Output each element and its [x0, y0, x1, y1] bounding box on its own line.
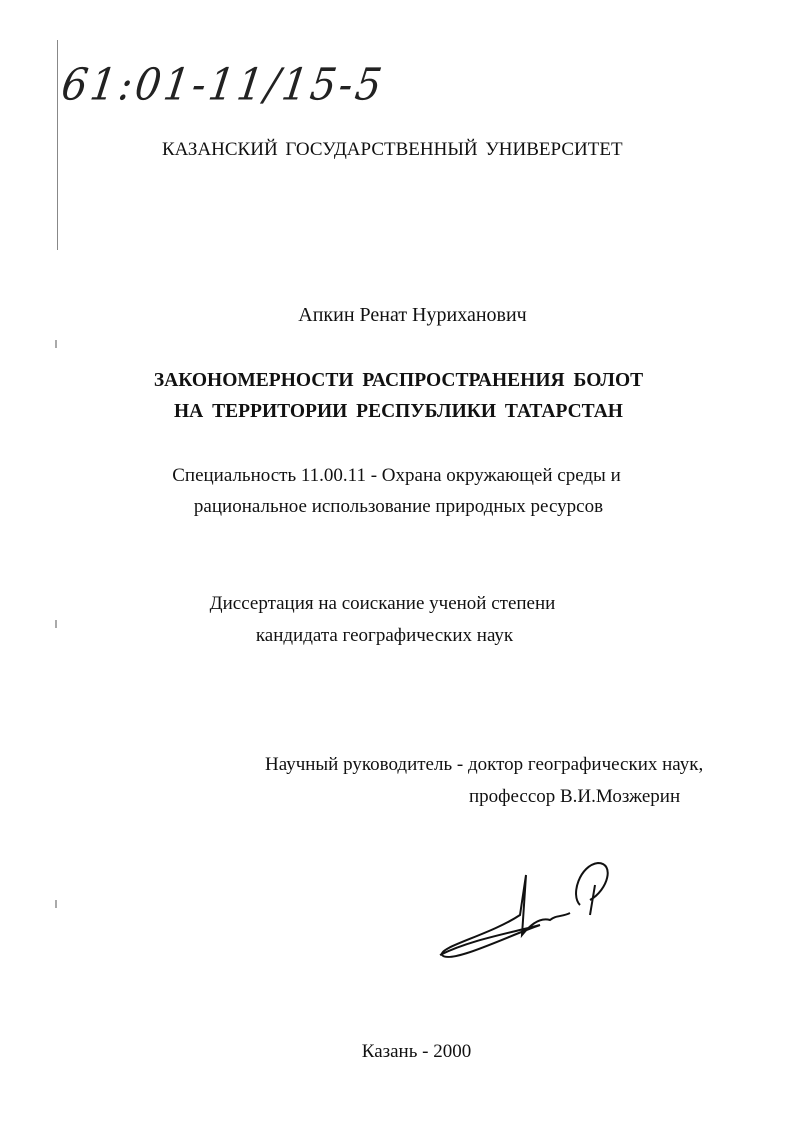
specialty-line-2: рациональное использование природных ресурсов [193, 496, 604, 517]
thesis-title-line-1: ЗАКОНОМЕРНОСТИ РАСПРОСТРАНЕНИЯ БОЛОТ [153, 370, 644, 391]
scan-mark [55, 900, 57, 908]
specialty-line-1: Специальность 11.00.11 - Охрана окружающей среды и [172, 465, 621, 486]
university-name: КАЗАНСКИЙ ГОСУДАРСТВЕННЫЙ УНИВЕРСИТЕТ [162, 139, 623, 160]
supervisor-line-2: профессор В.И.Мозжерин [469, 786, 681, 807]
supervisor-line-1: Научный руководитель - доктор географических наук, [265, 754, 704, 775]
degree-line-1: Диссертация на соискание ученой степени [209, 593, 556, 614]
scan-mark [55, 340, 57, 348]
signature [430, 855, 610, 965]
degree-line-2: кандидата географических наук [255, 625, 514, 646]
scan-margin-line [57, 40, 58, 250]
handwritten-archive-code: 61:01-11/15-5 [58, 59, 388, 111]
place-and-year: Казань - 2000 [361, 1041, 472, 1062]
thesis-title-line-2: НА ТЕРРИТОРИИ РЕСПУБЛИКИ ТАТАРСТАН [174, 401, 623, 422]
author-name: Апкин Ренат Нуриханович [298, 304, 527, 326]
